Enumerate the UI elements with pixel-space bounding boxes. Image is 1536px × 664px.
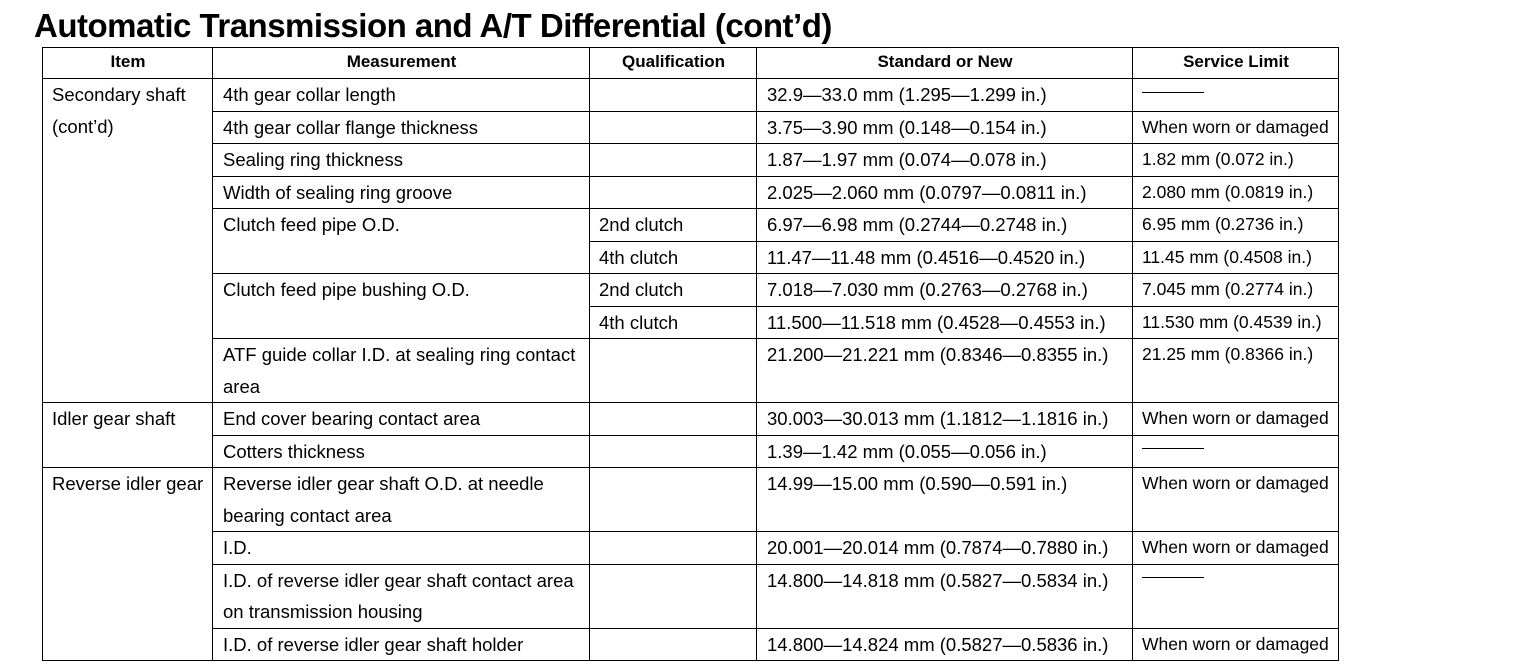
table-row — [43, 79, 1339, 112]
service-limit-cell: When worn or damaged — [1133, 468, 1339, 532]
page-title: Automatic Transmission and A/T Differential (cont’d) — [34, 7, 832, 44]
table-row — [43, 274, 1339, 307]
no-limit-dash — [1142, 448, 1204, 449]
service-limit-cell: 21.25 mm (0.8366 in.) — [1133, 339, 1339, 403]
measurement-cell: Clutch feed pipe O.D. — [213, 209, 590, 274]
no-limit-dash — [1142, 577, 1204, 578]
header-qualification: Qualification — [590, 48, 757, 79]
service-limit-cell — [1133, 79, 1339, 112]
item-cell: Reverse idler gear — [43, 468, 213, 661]
table-row — [43, 468, 1339, 532]
service-limit-cell: 2.080 mm (0.0819 in.) — [1133, 176, 1339, 209]
qualification-cell — [590, 111, 757, 144]
qualification-cell — [590, 532, 757, 565]
measurement-cell: I.D. of reverse idler gear shaft contact area on transmission housing — [213, 564, 590, 628]
table-row — [43, 564, 1339, 628]
measurement-cell: I.D. — [213, 532, 590, 565]
standard-cell: 2.025—2.060 mm (0.0797—0.0811 in.) — [757, 176, 1133, 209]
measurement-cell: Width of sealing ring groove — [213, 176, 590, 209]
qualification-cell — [590, 628, 757, 661]
standard-cell: 14.800—14.818 mm (0.5827—0.5834 in.) — [757, 564, 1133, 628]
table-row — [43, 176, 1339, 209]
qualification-cell: 2nd clutch — [590, 274, 757, 307]
spec-table — [42, 47, 1339, 661]
no-limit-dash — [1142, 92, 1204, 93]
measurement-cell: ATF guide collar I.D. at sealing ring contact area — [213, 339, 590, 403]
table-row — [43, 144, 1339, 177]
standard-cell: 30.003—30.013 mm (1.1812—1.1816 in.) — [757, 403, 1133, 436]
measurement-cell: Sealing ring thickness — [213, 144, 590, 177]
item-cell: Idler gear shaft — [43, 403, 213, 468]
standard-cell: 3.75—3.90 mm (0.148—0.154 in.) — [757, 111, 1133, 144]
header-standard: Standard or New — [757, 48, 1133, 79]
service-limit-cell: When worn or damaged — [1133, 403, 1339, 436]
standard-cell: 7.018—7.030 mm (0.2763—0.2768 in.) — [757, 274, 1133, 307]
standard-cell: 6.97—6.98 mm (0.2744—0.2748 in.) — [757, 209, 1133, 242]
measurement-cell: End cover bearing contact area — [213, 403, 590, 436]
qualification-cell — [590, 468, 757, 532]
table-row — [43, 532, 1339, 565]
standard-cell: 21.200—21.221 mm (0.8346—0.8355 in.) — [757, 339, 1133, 403]
service-limit-cell — [1133, 564, 1339, 628]
measurement-cell: Clutch feed pipe bushing O.D. — [213, 274, 590, 339]
service-limit-cell: When worn or damaged — [1133, 111, 1339, 144]
measurement-cell: I.D. of reverse idler gear shaft holder — [213, 628, 590, 661]
qualification-cell — [590, 176, 757, 209]
table-row — [43, 403, 1339, 436]
qualification-cell — [590, 144, 757, 177]
service-limit-cell: 11.530 mm (0.4539 in.) — [1133, 306, 1339, 339]
standard-cell: 32.9—33.0 mm (1.295—1.299 in.) — [757, 79, 1133, 112]
table-row — [43, 435, 1339, 468]
measurement-cell: Cotters thickness — [213, 435, 590, 468]
qualification-cell — [590, 435, 757, 468]
service-limit-cell: When worn or damaged — [1133, 628, 1339, 661]
table-row — [43, 339, 1339, 403]
measurement-cell: 4th gear collar flange thickness — [213, 111, 590, 144]
service-limit-cell — [1133, 435, 1339, 468]
table-header-row — [43, 48, 1339, 79]
service-limit-cell: 11.45 mm (0.4508 in.) — [1133, 241, 1339, 274]
item-cell: Secondary shaft (cont’d) — [43, 79, 213, 403]
standard-cell: 11.500—11.518 mm (0.4528—0.4553 in.) — [757, 306, 1133, 339]
qualification-cell: 4th clutch — [590, 241, 757, 274]
table-row — [43, 628, 1339, 661]
qualification-cell: 2nd clutch — [590, 209, 757, 242]
table-row — [43, 111, 1339, 144]
qualification-cell: 4th clutch — [590, 306, 757, 339]
standard-cell: 11.47—11.48 mm (0.4516—0.4520 in.) — [757, 241, 1133, 274]
qualification-cell — [590, 79, 757, 112]
standard-cell: 20.001—20.014 mm (0.7874—0.7880 in.) — [757, 532, 1133, 565]
header-service-limit: Service Limit — [1133, 48, 1339, 79]
service-limit-cell: 7.045 mm (0.2774 in.) — [1133, 274, 1339, 307]
measurement-cell: Reverse idler gear shaft O.D. at needle bearing contact area — [213, 468, 590, 532]
service-limit-cell: 1.82 mm (0.072 in.) — [1133, 144, 1339, 177]
header-measurement: Measurement — [213, 48, 590, 79]
qualification-cell — [590, 403, 757, 436]
service-limit-cell: 6.95 mm (0.2736 in.) — [1133, 209, 1339, 242]
header-item: Item — [43, 48, 213, 79]
measurement-cell: 4th gear collar length — [213, 79, 590, 112]
standard-cell: 14.800—14.824 mm (0.5827—0.5836 in.) — [757, 628, 1133, 661]
standard-cell: 1.39—1.42 mm (0.055—0.056 in.) — [757, 435, 1133, 468]
qualification-cell — [590, 339, 757, 403]
standard-cell: 14.99—15.00 mm (0.590—0.591 in.) — [757, 468, 1133, 532]
service-limit-cell: When worn or damaged — [1133, 532, 1339, 565]
qualification-cell — [590, 564, 757, 628]
table-row — [43, 209, 1339, 242]
standard-cell: 1.87—1.97 mm (0.074—0.078 in.) — [757, 144, 1133, 177]
